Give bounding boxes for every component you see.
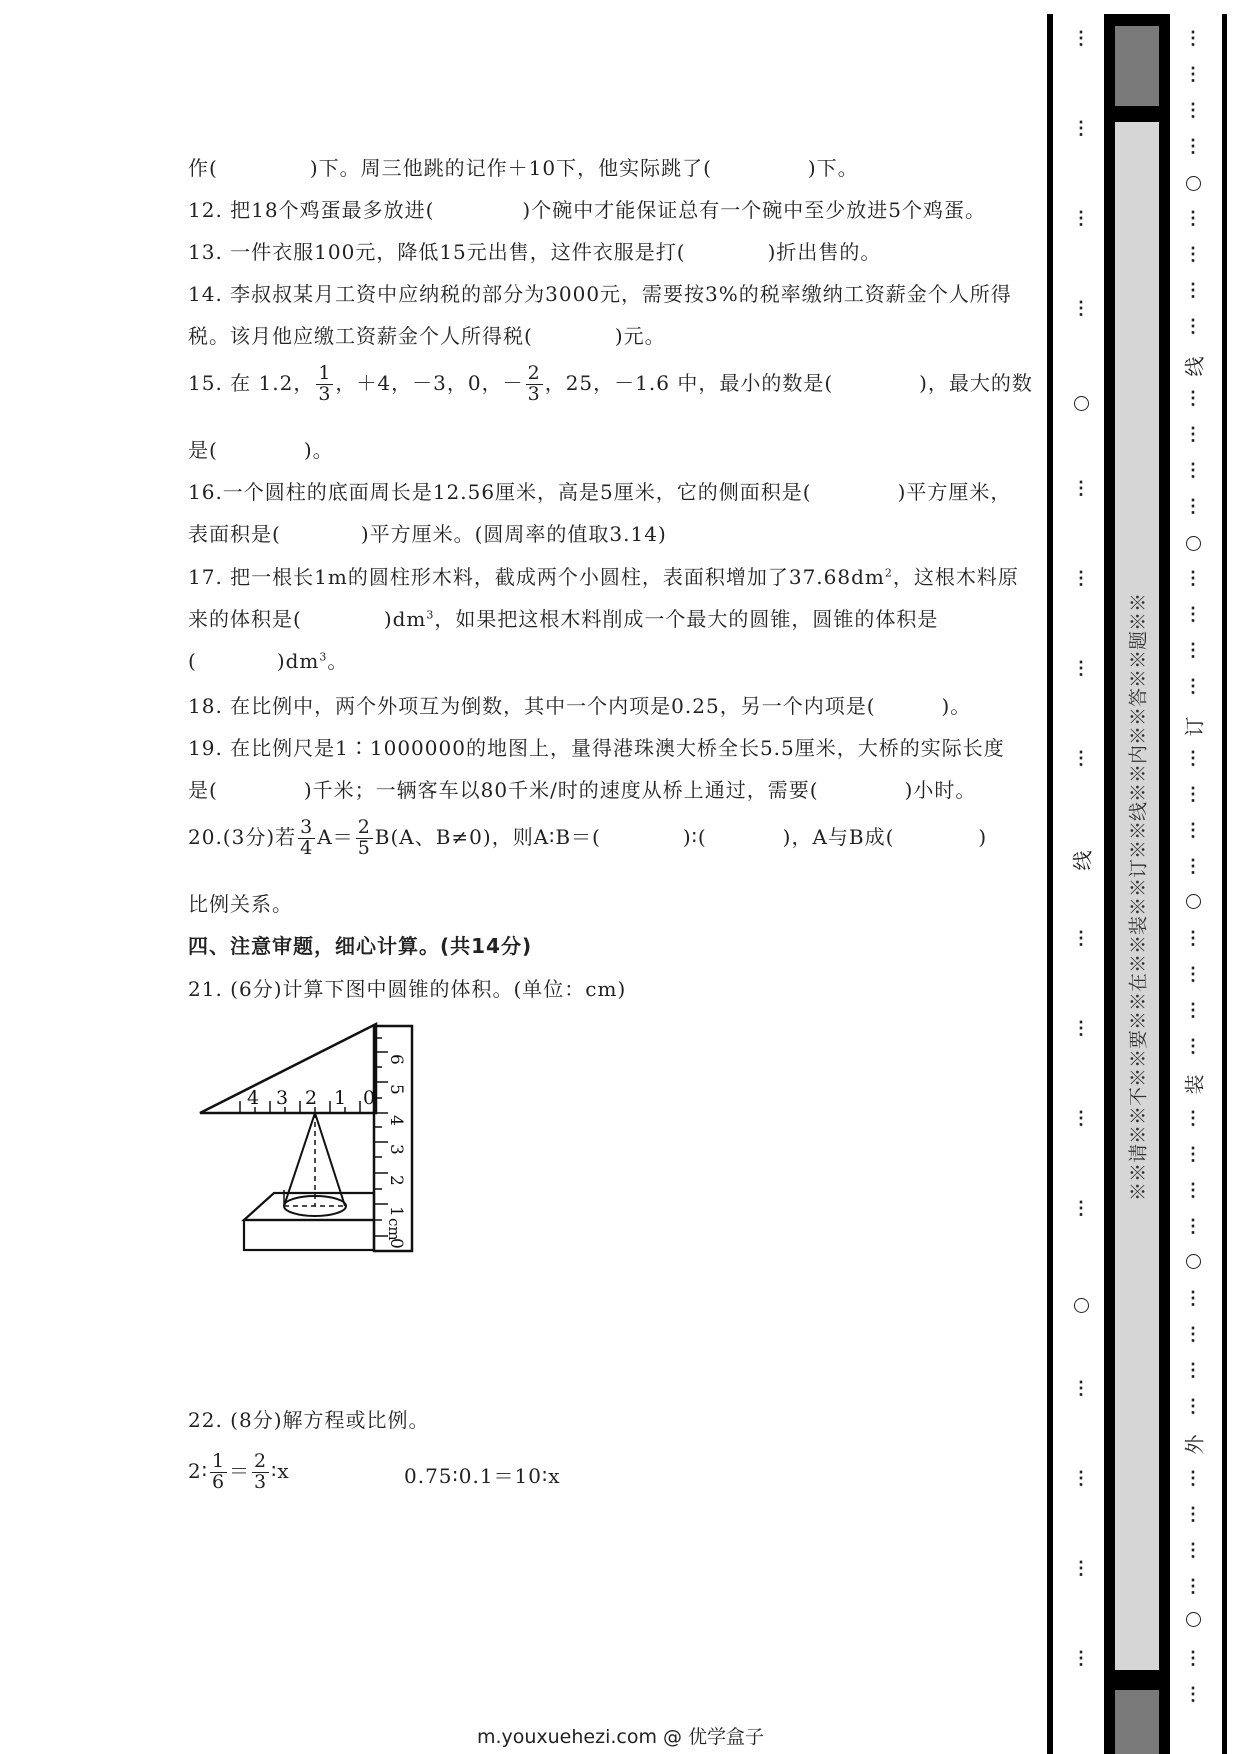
outer-zhuang-label: 装	[1182, 1074, 1207, 1095]
dot-marker: ⋮	[1184, 784, 1202, 805]
q12-text-b: )个碗中才能保证总有一个碗中至少放进5个鸡蛋。	[522, 198, 986, 222]
dot-marker: ⋮	[1072, 1198, 1090, 1219]
v-label-3: 3	[386, 1144, 406, 1155]
fraction-numerator: 1	[318, 362, 332, 384]
fraction-numerator: 2	[254, 1450, 268, 1472]
dot-marker: ⋮	[1184, 1576, 1202, 1597]
question-17-line3	[188, 645, 348, 674]
q15-text-line2b: )。	[303, 438, 334, 462]
q17-superscript-3b: 3	[319, 650, 328, 664]
unit-label: cm	[385, 1218, 403, 1241]
dot-marker: ⋮	[1072, 208, 1090, 229]
fraction-numerator: 1	[211, 1450, 226, 1472]
outer-line-label: 线	[1182, 356, 1207, 377]
dot-marker: ⋮	[1184, 676, 1202, 697]
h-label-3: 3	[276, 1087, 289, 1109]
question-14-line2	[188, 320, 666, 349]
dot-marker: ⋮	[1184, 424, 1202, 445]
q15-text-a: 15. 在 1.2，	[188, 370, 315, 395]
h-label-2: 2	[305, 1087, 318, 1109]
dot-marker: ⋮	[1184, 1684, 1202, 1705]
dot-marker: ⋮	[1072, 658, 1090, 679]
dot-marker: ⋮	[1184, 280, 1202, 301]
question-12	[188, 194, 986, 223]
q14-text-line2a: 税。该月他应缴工资薪金个人所得税(	[188, 324, 533, 348]
q11-continuation	[188, 152, 859, 181]
q18-text-a: 18. 在比例中，两个外项互为倒数，其中一个内项是0.25，另一个内项是(	[188, 694, 876, 718]
outer-circle-5	[1186, 1612, 1201, 1627]
fraction-three-quarters	[298, 818, 315, 859]
dot-marker: ⋮	[1184, 748, 1202, 769]
v-label-0: 0	[386, 1238, 406, 1249]
q15-text-c: ，25，－1.6 中，最小的数是(	[544, 370, 834, 395]
fraction-numerator: 2	[527, 362, 541, 384]
q16-text-line1b: )平方厘米，	[897, 480, 1012, 504]
binding-gray-top	[1115, 26, 1159, 106]
q13-text-a: 13. 一件衣服100元，降低15元出售，这件衣服是打(	[188, 240, 686, 264]
dot-marker: ⋮	[1184, 1648, 1202, 1669]
dot-marker: ⋮	[1072, 1648, 1090, 1669]
question-15-line2	[188, 434, 334, 463]
equation-1	[188, 1452, 290, 1493]
q14-text-line2b: )元。	[614, 324, 666, 348]
q20-text-d: )∶(	[682, 824, 707, 849]
dot-marker: ⋮	[1184, 136, 1202, 157]
q19-text-line2c: )小时。	[904, 778, 977, 802]
dot-marker: ⋮	[1072, 298, 1090, 319]
question-16-line1	[188, 476, 1011, 505]
vertical-ruler-labels	[385, 1054, 406, 1249]
inner-circle-1	[1074, 396, 1089, 411]
q17-text-line3b: )dm	[276, 649, 320, 673]
fraction-numerator: 2	[357, 816, 371, 838]
horizontal-ruler-labels	[247, 1087, 375, 1109]
q19-text-line1: 19. 在比例尺是1∶1000000的地图上，量得港珠澳大桥全长5.5厘米，大桥的实际长度	[188, 736, 1005, 760]
fraction-denominator: 3	[527, 382, 541, 405]
q11-text-a: 作(	[188, 156, 218, 180]
q20-text-a: 20.(3分)若	[188, 824, 297, 849]
q12-text-a: 12. 把18个鸡蛋最多放进(	[188, 198, 435, 222]
fraction-one-third	[316, 364, 333, 405]
dot-marker: ⋮	[1072, 1378, 1090, 1399]
eq1-text-a: 2∶	[188, 1458, 208, 1483]
dot-marker: ⋮	[1184, 604, 1202, 625]
outer-circle-2	[1186, 536, 1201, 551]
q11-text-b: )下。周三他跳的记作＋10下，他实际跳了(	[309, 156, 712, 180]
q17-text-line2a: 来的体积是(	[188, 607, 302, 631]
eq1-text-b: ＝	[229, 1458, 251, 1483]
fraction-denominator: 3	[318, 382, 332, 405]
dot-marker: ⋮	[1184, 1036, 1202, 1057]
q18-text-b: )。	[941, 694, 972, 718]
q20-text-b: A＝	[317, 824, 354, 849]
question-20-line2	[188, 888, 293, 917]
cone-ruler-figure	[188, 1012, 428, 1257]
q15-text-b: ，＋4，－3，0，－	[335, 370, 524, 395]
dot-marker: ⋮	[1072, 568, 1090, 589]
outer-circle-4	[1186, 1254, 1201, 1269]
dot-marker: ⋮	[1072, 1468, 1090, 1489]
question-19-line1	[188, 732, 1005, 761]
dot-marker: ⋮	[1184, 64, 1202, 85]
dot-marker: ⋮	[1184, 640, 1202, 661]
dot-marker: ⋮	[1184, 856, 1202, 877]
inner-circle-2	[1074, 1298, 1089, 1313]
dot-marker: ⋮	[1184, 1180, 1202, 1201]
q17-superscript-2: 2	[884, 566, 893, 580]
dot-marker: ⋮	[1184, 1324, 1202, 1345]
dot-marker: ⋮	[1184, 496, 1202, 517]
dot-marker: ⋮	[1072, 928, 1090, 949]
q14-text-line1: 14. 李叔叔某月工资中应纳税的部分为3000元，需要按3%的税率缴纳工资薪金个人所得	[188, 282, 1012, 306]
equation-2: 0.75∶0.1＝10∶x	[404, 1464, 561, 1488]
dot-marker: ⋮	[1184, 928, 1202, 949]
outer-ding-label: 订	[1182, 716, 1207, 737]
v-label-6: 6	[386, 1054, 406, 1065]
dot-marker: ⋮	[1184, 244, 1202, 265]
fraction-denominator: 3	[254, 1470, 268, 1493]
binding-left-border	[1047, 14, 1053, 1754]
q13-text-b: )折出售的。	[767, 240, 882, 264]
fraction-two-fifths	[356, 818, 373, 859]
question-21: 21. (6分)计算下图中圆锥的体积。(单位：cm)	[188, 977, 627, 1001]
outer-circle-1	[1186, 176, 1201, 191]
inner-line-label: 线	[1070, 850, 1095, 871]
dot-marker: ⋮	[1184, 388, 1202, 409]
dot-marker: ⋮	[1072, 118, 1090, 139]
q15-text-line2a: 是(	[188, 438, 218, 462]
vertical-ruler-ticks	[374, 1038, 388, 1236]
dot-marker: ⋮	[1184, 1396, 1202, 1417]
question-15-line1	[188, 364, 1033, 405]
q15-text-d: )，最大的数	[919, 370, 1033, 395]
question-22: 22. (8分)解方程或比例。	[188, 1408, 430, 1432]
binding-right-border	[1222, 14, 1227, 1754]
dot-marker: ⋮	[1072, 1018, 1090, 1039]
binding-notice: ※※请※※不※※要※※在※※装※※订※※线※※内※※答※※题※※	[1127, 592, 1150, 1202]
q16-text-line2b: )平方厘米。(圆周率的值取3.14)	[360, 522, 667, 546]
q20-text-c: B(A、B≠0)，则A∶B＝(	[374, 824, 601, 849]
q20-text-line2: 比例关系。	[188, 892, 293, 916]
dot-marker: ⋮	[1184, 460, 1202, 481]
eq1-text-c: ∶x	[271, 1458, 290, 1483]
dot-marker: ⋮	[1184, 1288, 1202, 1309]
question-16-line2	[188, 518, 667, 547]
question-17-line1	[188, 561, 1019, 590]
dot-marker: ⋮	[1072, 478, 1090, 499]
question-13	[188, 236, 881, 265]
dot-marker: ⋮	[1184, 964, 1202, 985]
fraction-denominator: 5	[357, 836, 371, 859]
question-18	[188, 690, 971, 719]
binding-gray-bottom	[1115, 1690, 1159, 1754]
q16-text-line1a: 16.一个圆柱的底面周长是12.56厘米，高是5厘米，它的侧面积是(	[188, 480, 812, 504]
dot-marker: ⋮	[1184, 316, 1202, 337]
outer-wai-label: 外	[1182, 1434, 1207, 1455]
q16-text-line2a: 表面积是(	[188, 522, 281, 546]
outer-circle-3	[1186, 894, 1201, 909]
q19-text-line2b: )千米；一辆客车以80千米/时的速度从桥上通过，需要(	[303, 778, 819, 802]
q11-text-c: )下。	[807, 156, 859, 180]
q17-text-line3c: 。	[327, 649, 349, 673]
v-label-1: 1	[386, 1206, 406, 1217]
question-14-line1	[188, 278, 1012, 307]
q17-superscript-3: 3	[426, 608, 435, 622]
h-label-1: 1	[334, 1087, 347, 1109]
q17-text-line2c: ，如果把这根木料削成一个最大的圆锥，圆锥的体积是	[434, 607, 939, 631]
fraction-one-sixth	[210, 1452, 227, 1493]
fraction-denominator: 6	[211, 1470, 226, 1493]
q17-text-line3a: (	[188, 649, 197, 673]
v-label-2: 2	[386, 1175, 406, 1186]
fraction-denominator: 4	[300, 836, 314, 859]
section-4-heading: 四、注意审题，细心计算。(共14分)	[188, 934, 533, 958]
h-label-4: 4	[247, 1087, 260, 1109]
fraction-two-thirds	[526, 364, 543, 405]
q17-text-line1a: 17. 把一根长1m的圆柱形木料，截成两个小圆柱，表面积增加了37.68dm	[188, 565, 885, 589]
h-label-0: 0	[363, 1087, 376, 1109]
question-17-line2	[188, 603, 938, 632]
dot-marker: ⋮	[1184, 820, 1202, 841]
q17-text-line2b: )dm	[383, 607, 427, 631]
dot-marker: ⋮	[1184, 1000, 1202, 1021]
question-19-line2	[188, 774, 976, 803]
dot-marker: ⋮	[1184, 568, 1202, 589]
fraction-numerator: 3	[300, 816, 314, 838]
dot-marker: ⋮	[1184, 1108, 1202, 1129]
v-label-5: 5	[386, 1084, 406, 1095]
q20-text-f: )	[978, 824, 988, 849]
dot-marker: ⋮	[1072, 1558, 1090, 1579]
q20-text-e: )，A与B成(	[782, 824, 895, 849]
dot-marker: ⋮	[1184, 1468, 1202, 1489]
dot-marker: ⋮	[1184, 1144, 1202, 1165]
base-box-front	[244, 1220, 374, 1250]
q17-text-line1b: ，这根木料原	[892, 565, 1019, 589]
dot-marker: ⋮	[1184, 1504, 1202, 1525]
dot-marker: ⋮	[1072, 748, 1090, 769]
dot-marker: ⋮	[1184, 28, 1202, 49]
dot-marker: ⋮	[1184, 1216, 1202, 1237]
fraction-two-thirds-b	[252, 1452, 269, 1493]
dot-marker: ⋮	[1184, 208, 1202, 229]
dot-marker: ⋮	[1072, 28, 1090, 49]
dot-marker: ⋮	[1184, 1540, 1202, 1561]
q19-text-line2a: 是(	[188, 778, 218, 802]
question-20-line1	[188, 818, 987, 859]
dot-marker: ⋮	[1072, 1108, 1090, 1129]
v-label-4: 4	[386, 1115, 406, 1126]
dot-marker: ⋮	[1184, 1360, 1202, 1381]
page-footer: m.youxuehezi.com @ 优学盒子	[476, 1726, 765, 1748]
dot-marker: ⋮	[1184, 100, 1202, 121]
